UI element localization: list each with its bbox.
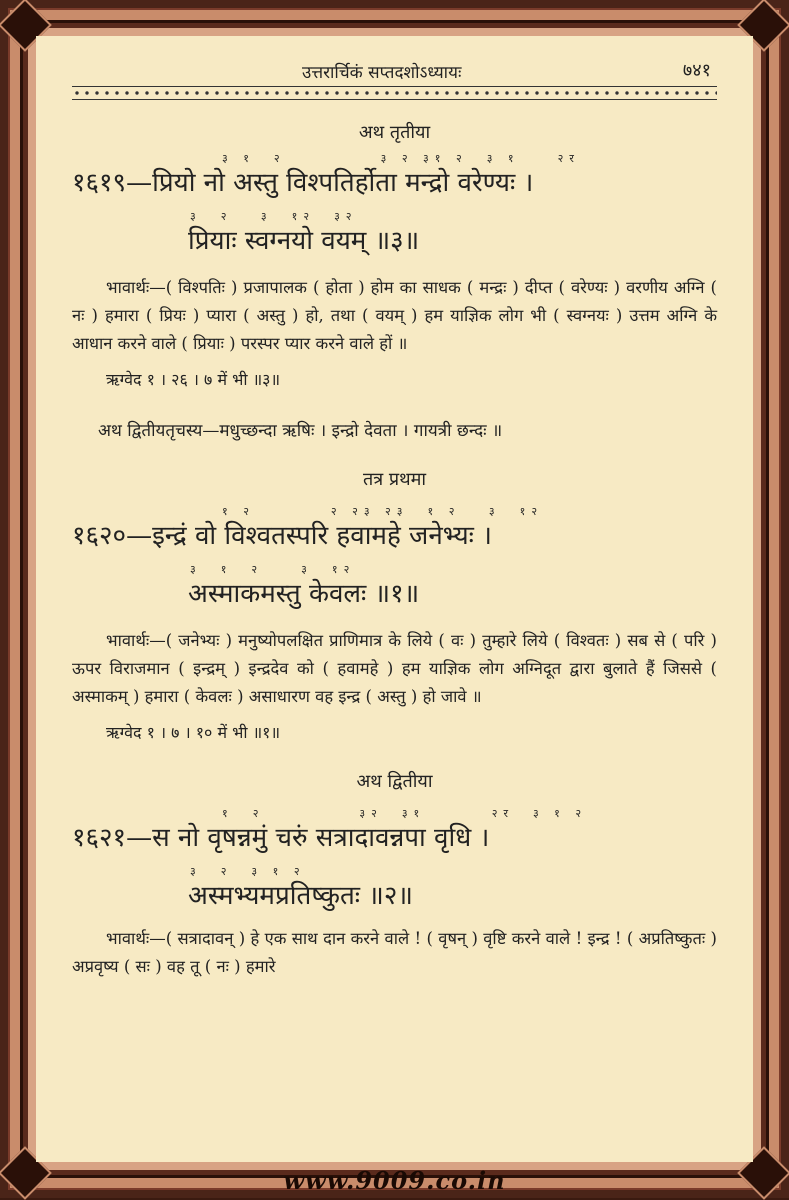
- verse-line: १६१९—प्रियो नो अस्तु विश्पतिर्होता मन्द्रो वरेण्यः ।: [72, 168, 534, 198]
- chapter-title: उत्तरार्चिकं सप्तदशोऽध्यायः: [302, 63, 462, 83]
- bhashartha-paragraph: [72, 274, 717, 358]
- verse-line: १६२१—स नो वृषन्नमुं चरुं सत्रादावन्नपा वृधि ।: [72, 823, 490, 853]
- accent-marks: ३ २ ३ १२ ३२: [190, 210, 358, 223]
- verse-line: १६२०—इन्द्रं वो विश्वतस्परि हवामहे जनेभ्यः ।: [72, 521, 493, 551]
- bhashartha-paragraph: [72, 925, 717, 981]
- verse-line: प्रियाः स्वग्नयो वयम् ॥३॥: [188, 226, 420, 256]
- verse-1620: [72, 505, 717, 611]
- section-heading: तत्र प्रथमा: [362, 469, 427, 490]
- accent-marks: १ २ ३२ ३१ २र ३ १ २: [222, 807, 588, 820]
- bhashartha-text: भावार्थः—( सत्रादावन् ) हे एक साथ दान करने वाले ! ( वृषन् ) वृष्टि करने वाले ! इन्द्र ! ( अप्रतिष्कुतः ) अप्रवृष्य ( सः ) वह तू ( नः ) हमारे: [72, 929, 717, 976]
- bhashartha-paragraph: [72, 627, 717, 711]
- bhashartha-text: भावार्थः—( विश्पतिः ) प्रजापालक ( होता ) होम का साधक ( मन्द्रः ) दीप्त ( वरेण्यः ) वरणीय अग्नि ( नः ) हमारा ( प्रियः ) प्यारा ( अस्तु ) हो, तथा ( वयम् ) हम याज्ञिक लोग भी ( स्वग्नयः ) उत्तम अग्नि के आधान करने वाले ( प्रियाः ) परस्पर प्यार करने वाले हों ॥: [72, 278, 717, 353]
- accent-marks: ३ २ ३ १ २: [190, 865, 306, 878]
- accent-marks: ३ १ २ ३ २ ३१ २ ३ १ २र: [222, 152, 580, 165]
- verse-1621: [72, 807, 717, 913]
- verse-1619: [72, 152, 717, 258]
- verse-line: अस्मभ्यमप्रतिष्कुतः ॥२॥: [188, 881, 413, 911]
- rishi-devata-line: अथ द्वितीयतृचस्य—मधुच्छन्दा ऋषिः । इन्द्रो देवता । गायत्री छन्दः ॥: [98, 421, 503, 441]
- verse-line: अस्माकमस्तु केवलः ॥१॥: [188, 579, 420, 609]
- accent-marks: ३ १ २ ३ १२: [190, 563, 356, 576]
- bhashartha-text: भावार्थः—( जनेभ्यः ) मनुष्योपलक्षित प्राणिमात्र के लिये ( वः ) तुम्हारे लिये ( विश्वतः ) सब से ( परि ) ऊपर विराजमान ( इन्द्रम् ) इन्द्रदेव को ( हवामहे ) हम याज्ञिक लोग अग्निदूत द्वारा बुलाते हैं जिससे ( अस्माकम् ) हमारा ( केवलः ) असाधारण वह इन्द्र ( अस्तु ) हो जावे ॥: [72, 631, 717, 706]
- reference-note: ऋग्वेद १ । २६ । ७ में भी ॥३॥: [106, 370, 281, 389]
- ornamental-divider: [72, 86, 717, 100]
- section-heading: अथ द्वितीया: [356, 771, 433, 792]
- website-watermark: www.9009.co.in: [283, 1166, 506, 1195]
- running-header: [72, 36, 717, 82]
- page-number: ७४१: [682, 60, 711, 81]
- reference-note: ऋग्वेद १ । ७ । १० में भी ॥१॥: [106, 723, 281, 742]
- book-page: [36, 36, 753, 1162]
- accent-marks: १ २ २ २३ २३ १ २ ३ १२: [222, 505, 544, 518]
- section-heading: अथ तृतीया: [358, 122, 431, 143]
